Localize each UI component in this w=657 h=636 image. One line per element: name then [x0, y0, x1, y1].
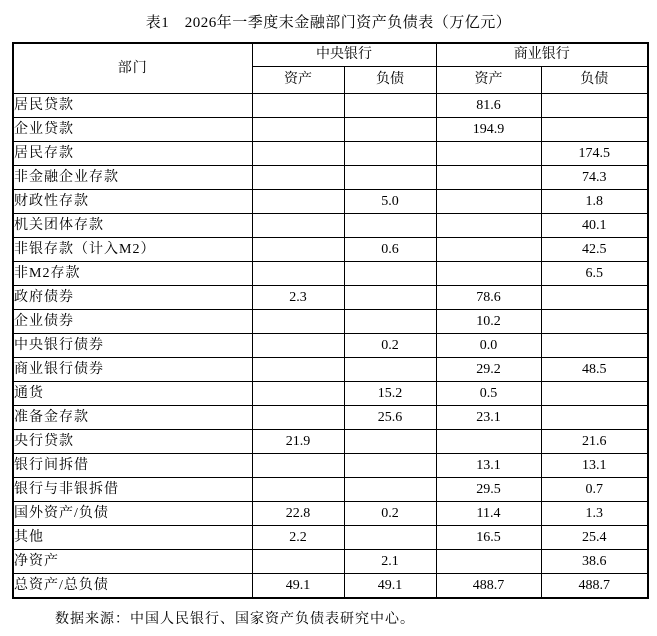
row-label: 银行与非银拆借: [13, 478, 252, 502]
value-cell: 16.5: [436, 526, 541, 550]
table-row: [13, 142, 648, 166]
value-cell: [344, 262, 436, 286]
value-cell: 10.2: [436, 310, 541, 334]
value-cell: [436, 166, 541, 190]
value-cell: 0.6: [344, 238, 436, 262]
value-cell: 49.1: [344, 574, 436, 599]
row-label: 非金融企业存款: [13, 166, 252, 190]
value-cell: 6.5: [541, 262, 648, 286]
table-row: [13, 310, 648, 334]
value-cell: 174.5: [541, 142, 648, 166]
value-cell: [252, 310, 344, 334]
value-cell: [436, 214, 541, 238]
row-label: 非银存款（计入M2）: [13, 238, 252, 262]
row-label: 通货: [13, 382, 252, 406]
row-label: 企业贷款: [13, 118, 252, 142]
value-cell: 38.6: [541, 550, 648, 574]
value-cell: [344, 286, 436, 310]
table-row: [13, 118, 648, 142]
value-cell: [344, 94, 436, 118]
row-label: 净资产: [13, 550, 252, 574]
balance-sheet-table: [12, 42, 649, 599]
value-cell: [252, 334, 344, 358]
header-central-assets: 资产: [252, 67, 344, 94]
table-row: [13, 262, 648, 286]
value-cell: 74.3: [541, 166, 648, 190]
row-label: 银行间拆借: [13, 454, 252, 478]
value-cell: [436, 142, 541, 166]
value-cell: 0.7: [541, 478, 648, 502]
value-cell: 488.7: [436, 574, 541, 599]
value-cell: 40.1: [541, 214, 648, 238]
row-label: 国外资产/负债: [13, 502, 252, 526]
value-cell: [252, 190, 344, 214]
row-label: 其他: [13, 526, 252, 550]
value-cell: 81.6: [436, 94, 541, 118]
value-cell: [436, 262, 541, 286]
value-cell: 2.1: [344, 550, 436, 574]
data-source-note: 数据来源：中国人民银行、国家资产负债表研究中心。: [55, 612, 415, 627]
value-cell: [252, 214, 344, 238]
value-cell: 48.5: [541, 358, 648, 382]
value-cell: 194.9: [436, 118, 541, 142]
table-row: [13, 190, 648, 214]
value-cell: 25.4: [541, 526, 648, 550]
value-cell: 22.8: [252, 502, 344, 526]
value-cell: 488.7: [541, 574, 648, 599]
value-cell: 0.0: [436, 334, 541, 358]
table-row: [13, 478, 648, 502]
value-cell: [252, 358, 344, 382]
table-row: [13, 238, 648, 262]
header-commercial-bank: 商业银行: [436, 43, 648, 67]
row-label: 机关团体存款: [13, 214, 252, 238]
value-cell: [344, 430, 436, 454]
value-cell: 21.6: [541, 430, 648, 454]
value-cell: [252, 118, 344, 142]
value-cell: [344, 454, 436, 478]
value-cell: 0.5: [436, 382, 541, 406]
value-cell: [344, 358, 436, 382]
value-cell: 2.2: [252, 526, 344, 550]
table-row: [13, 94, 648, 118]
table-row: [13, 358, 648, 382]
value-cell: 13.1: [436, 454, 541, 478]
row-label: 非M2存款: [13, 262, 252, 286]
value-cell: [541, 406, 648, 430]
table-row: [13, 430, 648, 454]
value-cell: 5.0: [344, 190, 436, 214]
value-cell: [541, 382, 648, 406]
row-label: 总资产/总负债: [13, 574, 252, 599]
value-cell: 15.2: [344, 382, 436, 406]
value-cell: [344, 214, 436, 238]
value-cell: [541, 286, 648, 310]
row-label: 居民存款: [13, 142, 252, 166]
row-label: 政府债券: [13, 286, 252, 310]
row-label: 财政性存款: [13, 190, 252, 214]
table-body: [13, 94, 648, 599]
value-cell: 42.5: [541, 238, 648, 262]
value-cell: [252, 550, 344, 574]
value-cell: [436, 430, 541, 454]
header-commercial-assets: 资产: [436, 67, 541, 94]
value-cell: 11.4: [436, 502, 541, 526]
value-cell: [344, 310, 436, 334]
header-central-liabilities: 负债: [344, 67, 436, 94]
value-cell: [344, 142, 436, 166]
row-label: 居民贷款: [13, 94, 252, 118]
header-central-bank: 中央银行: [252, 43, 436, 67]
table-row: [13, 550, 648, 574]
table-row: [13, 166, 648, 190]
value-cell: [541, 310, 648, 334]
value-cell: [252, 478, 344, 502]
value-cell: 78.6: [436, 286, 541, 310]
value-cell: 29.5: [436, 478, 541, 502]
value-cell: [541, 334, 648, 358]
value-cell: 29.2: [436, 358, 541, 382]
table-row: [13, 454, 648, 478]
value-cell: 21.9: [252, 430, 344, 454]
table-row: [13, 382, 648, 406]
value-cell: [436, 238, 541, 262]
value-cell: [541, 118, 648, 142]
value-cell: [252, 166, 344, 190]
value-cell: [541, 94, 648, 118]
value-cell: [252, 94, 344, 118]
value-cell: [344, 166, 436, 190]
row-label: 企业债券: [13, 310, 252, 334]
row-label: 中央银行债券: [13, 334, 252, 358]
value-cell: [252, 382, 344, 406]
value-cell: [252, 406, 344, 430]
value-cell: 1.8: [541, 190, 648, 214]
value-cell: [252, 454, 344, 478]
value-cell: [252, 142, 344, 166]
value-cell: 1.3: [541, 502, 648, 526]
value-cell: 25.6: [344, 406, 436, 430]
table-row: [13, 526, 648, 550]
value-cell: [252, 238, 344, 262]
value-cell: [252, 262, 344, 286]
value-cell: [344, 478, 436, 502]
table-row: [13, 574, 648, 599]
value-cell: 0.2: [344, 502, 436, 526]
value-cell: [344, 526, 436, 550]
header-commercial-liabilities: 负债: [541, 67, 648, 94]
table-row: [13, 334, 648, 358]
value-cell: 49.1: [252, 574, 344, 599]
table-row: [13, 286, 648, 310]
row-label: 准备金存款: [13, 406, 252, 430]
table-row: [13, 214, 648, 238]
table-row: [13, 406, 648, 430]
value-cell: 13.1: [541, 454, 648, 478]
value-cell: [436, 190, 541, 214]
value-cell: 0.2: [344, 334, 436, 358]
table-row: [13, 502, 648, 526]
table-caption: 表1 2026年一季度末金融部门资产负债表（万亿元）: [145, 15, 512, 31]
value-cell: [344, 118, 436, 142]
table-header: [13, 43, 648, 94]
value-cell: 23.1: [436, 406, 541, 430]
header-department: 部门: [13, 43, 252, 94]
header-group-row: [13, 43, 648, 67]
value-cell: [436, 550, 541, 574]
row-label: 央行贷款: [13, 430, 252, 454]
row-label: 商业银行债券: [13, 358, 252, 382]
value-cell: 2.3: [252, 286, 344, 310]
